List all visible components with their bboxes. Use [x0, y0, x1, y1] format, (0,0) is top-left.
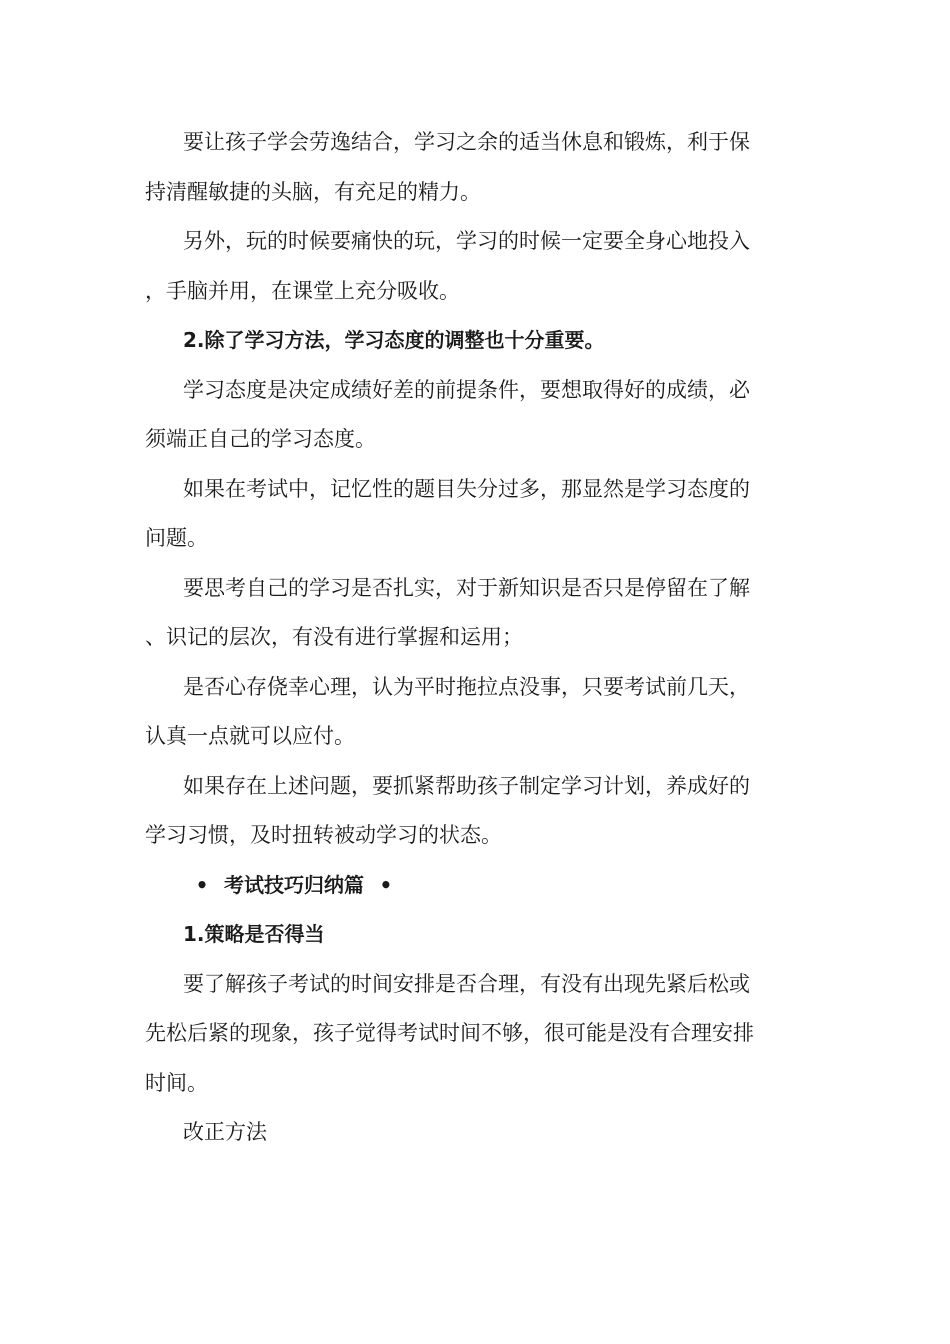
paragraph: [145, 663, 795, 762]
paragraph-line: 时间。: [145, 1070, 208, 1095]
bullet-icon: •: [379, 872, 393, 897]
paragraph-line: 要了解孩子考试的时间安排是否合理，有没有出现先紧后松或: [183, 971, 750, 996]
paragraph-line: 、识记的层次，有没有进行掌握和运用；: [145, 625, 523, 649]
paragraph-line: 持清醒敏捷的头脑，有充足的精力。: [145, 179, 481, 204]
section-title-text: 考试技巧归纳篇: [223, 872, 364, 897]
paragraph-line: 要思考自己的学习是否扎实，对于新知识是否只是停留在了解: [183, 575, 750, 600]
paragraph-line: 如果存在上述问题，要抓紧帮助孩子制定学习计划，养成好的: [183, 773, 750, 798]
paragraph: [145, 366, 795, 465]
paragraph-line: 问题。: [145, 526, 208, 550]
paragraph-line: 要让孩子学会劳逸结合，学习之余的适当休息和锻炼，利于保: [183, 130, 750, 154]
paragraph: [145, 118, 795, 217]
paragraph-line: 须端正自己的学习态度。: [145, 427, 376, 451]
paragraph: [145, 564, 795, 663]
paragraph-line: 如果在考试中，记忆性的题目失分过多，那显然是学习态度的: [183, 476, 750, 501]
paragraph-line: 学习态度是决定成绩好差的前提条件，要想取得好的成绩，必: [183, 377, 750, 402]
paragraph: [145, 465, 795, 564]
paragraph: [145, 762, 795, 861]
heading-strategy: 1.策略是否得当: [183, 922, 325, 946]
bullet-icon: •: [195, 872, 209, 897]
paragraph-line: 是否心存侥幸心理，认为平时拖拉点没事，只要考试前几天，: [183, 674, 750, 699]
section-title: [145, 861, 795, 911]
paragraph-line: 另外，玩的时候要痛快的玩，学习的时候一定要全身心地投入: [183, 229, 750, 253]
paragraph: [145, 1108, 795, 1158]
heading-attitude: 2.除了学习方法，学习态度的调整也十分重要。: [183, 328, 605, 352]
document-body: [145, 118, 795, 1158]
paragraph-line: 学习习惯，及时扭转被动学习的状态。: [145, 823, 502, 847]
paragraph: [145, 960, 795, 1109]
paragraph-line: 先松后紧的现象，孩子觉得考试时间不够，很可能是没有合理安排: [145, 1021, 754, 1045]
paragraph-line: 改正方法: [183, 1120, 267, 1144]
paragraph: [145, 217, 795, 316]
paragraph-line: 认真一点就可以应付。: [145, 724, 355, 748]
paragraph-line: ，手脑并用，在课堂上充分吸收。: [145, 278, 460, 303]
